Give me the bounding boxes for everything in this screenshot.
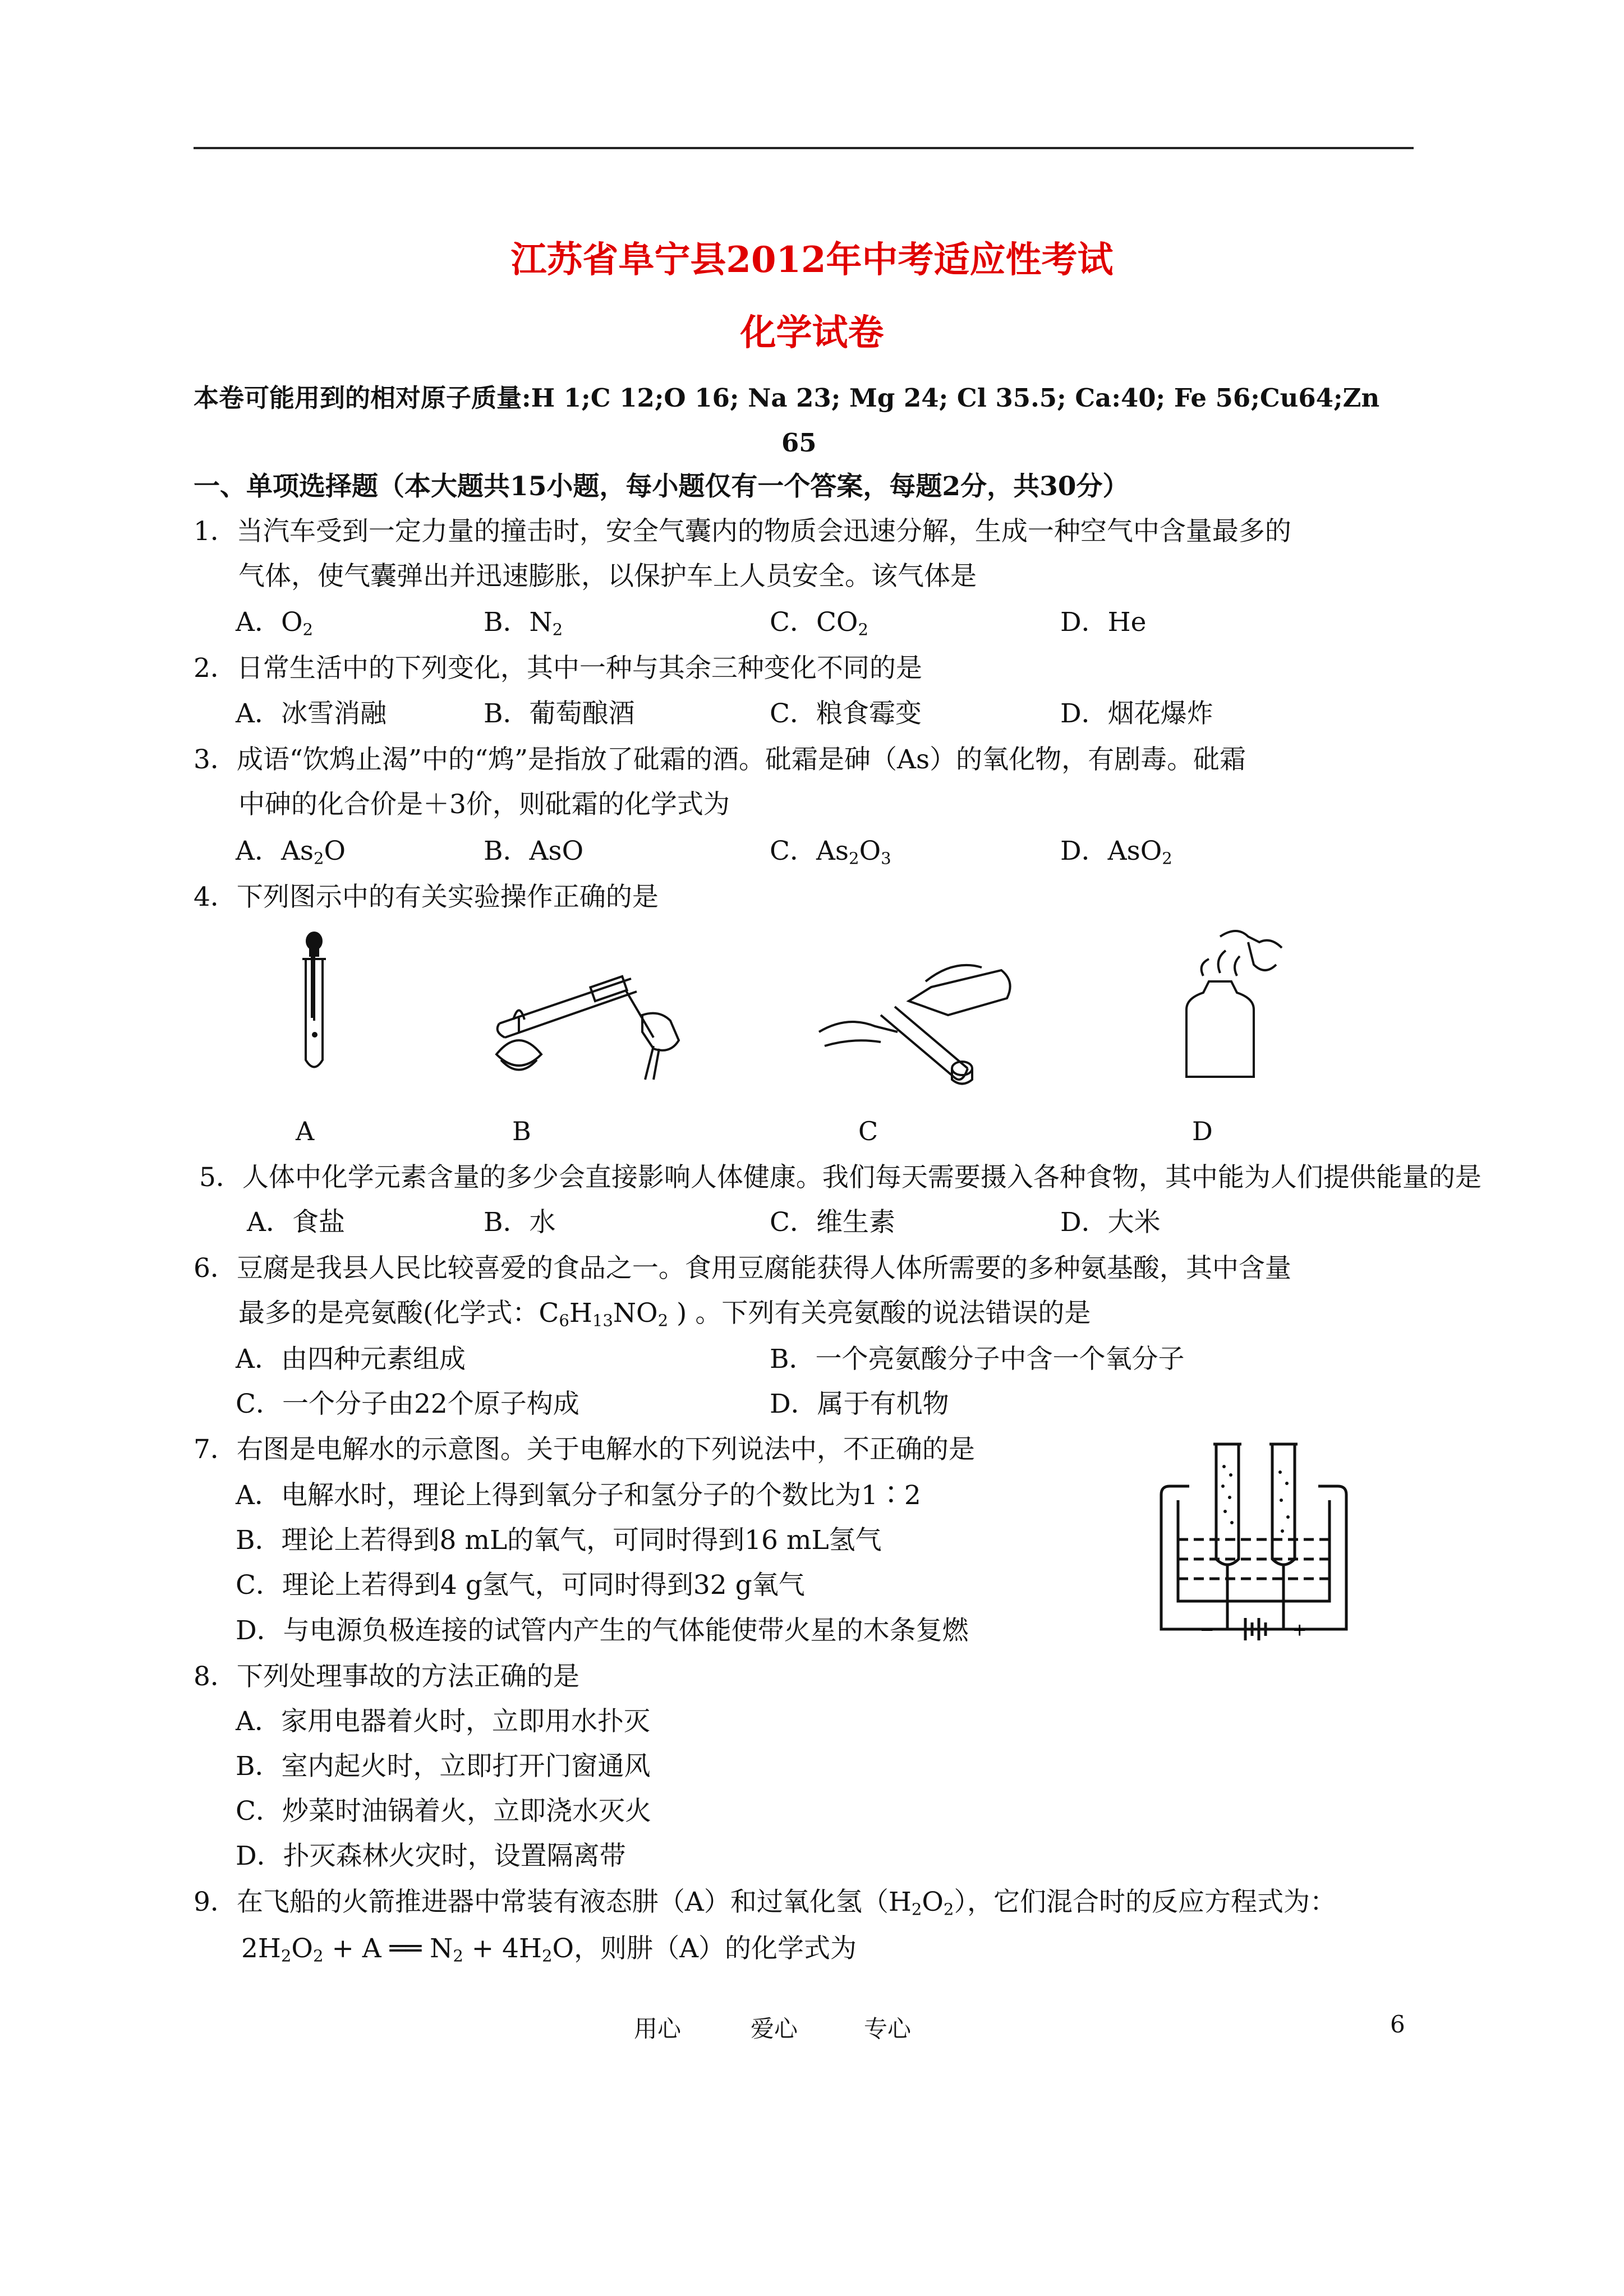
figure-electrolysis-of-water — [1156, 1433, 1358, 1646]
q6-option-d: D．属于有机物 — [770, 1389, 949, 1419]
q3-option-c: C．$As_2O_3$ — [770, 836, 891, 868]
q7-option-d: D．与电源负极连接的试管内产生的气体能使带火星的木条复燃 — [236, 1615, 969, 1646]
figure-label-d: D — [1192, 1116, 1213, 1146]
q1-option-a: A．$O_2$ — [236, 607, 314, 639]
q5-option-c: C．维生素 — [770, 1207, 895, 1238]
header-rule — [194, 147, 1414, 149]
q1-stem-line2: 气体，使气囊弹出并迅速膨胀，以保护车上人员安全。该气体是 — [238, 561, 977, 592]
q3-stem-line2: 中砷的化合价是＋3价，则砒霜的化学式为 — [238, 789, 730, 820]
q6-option-c: C．一个分子由22个原子构成 — [236, 1389, 579, 1419]
footer-motto-2: 爱心 — [751, 2015, 798, 2043]
battery-positive-sign: + — [1293, 1618, 1306, 1643]
section-heading: 一、单项选择题（本大题共15小题，每小题仅有一个答案，每题2分，共30分） — [194, 471, 1129, 502]
q2-option-b: B．葡萄酿酒 — [484, 698, 635, 729]
q9-stem-line1: 9．在飞船的火箭推进器中常装有液态肼（A）和过氧化氢$(H_2O_2)$，它们混合时的反应方程式为： — [194, 1887, 1336, 1919]
figure-label-b: B — [512, 1116, 531, 1146]
q3-stem-line1: 3．成语“饮鸩止渴”中的“鸩”是指放了砒霜的酒。砒霜是砷（As）的氧化物，有剧毒。砒霜 — [194, 744, 1246, 775]
atomic-masses-line2: 65 — [781, 428, 817, 458]
exam-title: 江苏省阜宁县2012年中考适应性考试 — [510, 239, 1114, 281]
footer-motto-3: 专心 — [864, 2015, 912, 2043]
q6-option-b: B．一个亮氨酸分子中含一个氧分子 — [770, 1344, 1185, 1375]
q5-stem: 5．人体中化学元素含量的多少会直接影响人体健康。我们每天需要摄入各种食物，其中能为人们提供能量的是 — [199, 1162, 1482, 1193]
q7-option-c: C．理论上若得到4 g氢气，可同时得到32 g氧气 — [236, 1570, 805, 1601]
q4-stem: 4．下列图示中的有关实验操作正确的是 — [194, 882, 659, 912]
q3-option-b: B．AsO — [484, 836, 584, 866]
figure-d-gas-jar — [1170, 925, 1287, 1082]
q1-option-c: C．$CO_2$ — [770, 607, 868, 639]
q5-option-a: A．食盐 — [247, 1207, 345, 1238]
figure-c-pouring-liquid — [813, 948, 1027, 1094]
q3-option-d: D．AsO$_2$ — [1060, 836, 1172, 868]
q5-option-d: D．大米 — [1060, 1207, 1161, 1238]
exam-subtitle: 化学试卷 — [740, 312, 884, 354]
q9-equation-line: $2H_2O_2 + A$ ══ $N_2 + 4H_2O$，则肼（A）的化学式为 — [241, 1933, 857, 1966]
figure-b-heating-test-tube — [485, 948, 698, 1082]
footer-motto-1: 用心 — [634, 2015, 682, 2043]
q8-option-d: D．扑灭森林火灾时，设置隔离带 — [236, 1841, 626, 1871]
battery-negative-sign: − — [1200, 1618, 1214, 1643]
q8-stem: 8．下列处理事故的方法正确的是 — [194, 1661, 579, 1692]
q5-option-b: B．水 — [484, 1207, 556, 1238]
figure-a-dropper-test-tube — [289, 931, 339, 1077]
q8-option-b: B．室内起火时，立即打开门窗通风 — [236, 1751, 651, 1782]
q6-stem-line1: 6．豆腐是我县人民比较喜爱的食品之一。食用豆腐能获得人体所需要的多种氨基酸，其中含量 — [194, 1253, 1291, 1284]
q7-stem: 7．右图是电解水的示意图。关于电解水的下列说法中，不正确的是 — [194, 1434, 975, 1465]
q1-option-b: B．$N_2$ — [484, 607, 563, 639]
page-number: 6 — [1390, 2011, 1405, 2038]
q7-option-b: B．理论上若得到8 mL的氧气，可同时得到16 mL氢气 — [236, 1525, 882, 1556]
q8-option-a: A．家用电器着火时，立即用水扑灭 — [236, 1706, 650, 1737]
figure-label-a: A — [296, 1116, 315, 1146]
q2-stem: 2．日常生活中的下列变化，其中一种与其余三种变化不同的是 — [194, 653, 922, 684]
q1-option-d: D．He — [1060, 607, 1147, 638]
q1-stem-line1: 1．当汽车受到一定力量的撞击时，安全气囊内的物质会迅速分解，生成一种空气中含量最多的 — [194, 516, 1291, 547]
q6-stem-line2: 最多的是亮氨酸(化学式：$C_6H_{13}NO_2$ ) 。下列有关亮氨酸的说法错误的是 — [238, 1298, 1091, 1330]
q6-option-a: A．由四种元素组成 — [236, 1344, 466, 1375]
q8-option-c: C．炒菜时油锅着火，立即浇水灭火 — [236, 1796, 651, 1827]
q2-option-d: D．烟花爆炸 — [1060, 698, 1213, 729]
q3-option-a: A．$As_2O$ — [236, 836, 346, 868]
q2-option-c: C．粮食霉变 — [770, 698, 922, 729]
q7-option-a: A．电解水时，理论上得到氧分子和氢分子的个数比为1∶2 — [236, 1480, 921, 1511]
atomic-masses-line1: 本卷可能用到的相对原子质量:H 1;C 12;O 16; Na 23; Mg 24; Cl 35.5; Ca:40; Fe 56;Cu64;Zn — [194, 383, 1380, 413]
figure-label-c: C — [858, 1116, 878, 1146]
q2-option-a: A．冰雪消融 — [236, 698, 387, 729]
